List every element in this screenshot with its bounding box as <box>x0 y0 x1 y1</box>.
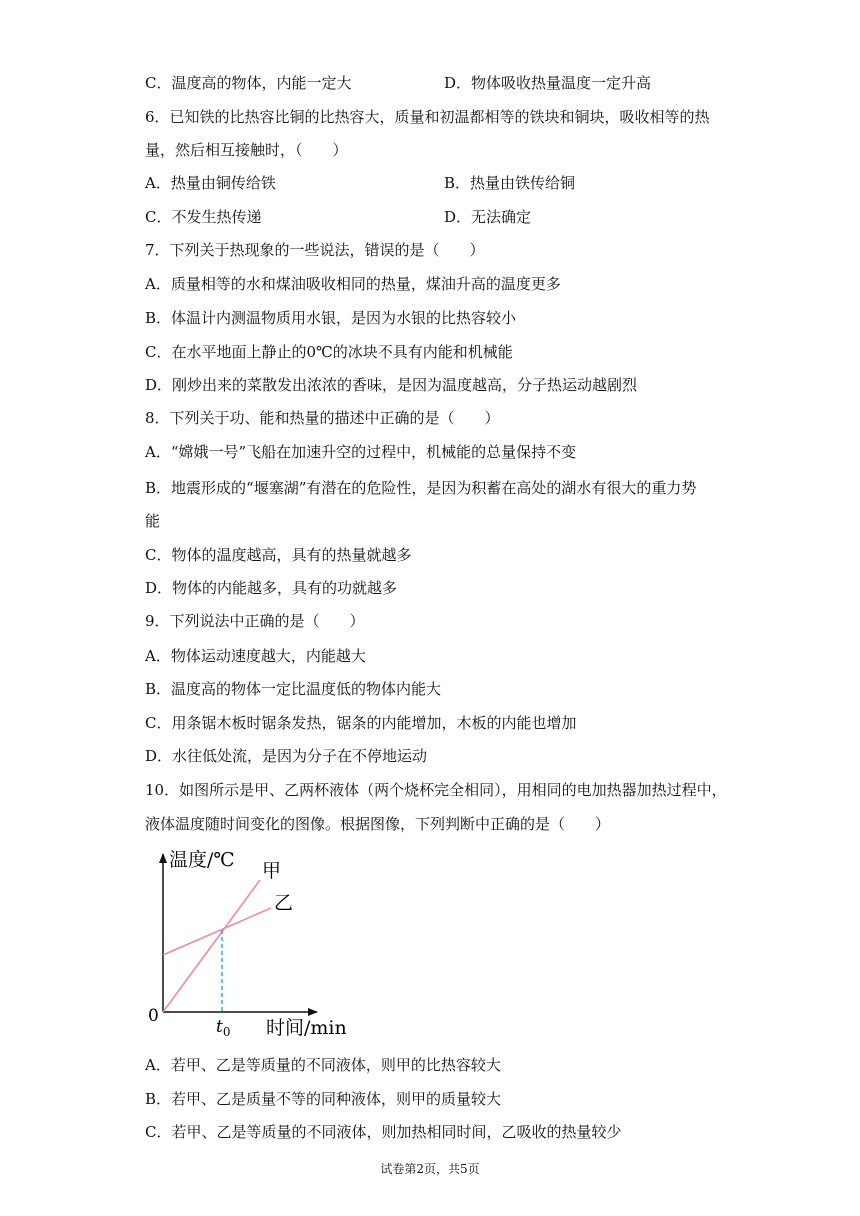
option-8b-line-1: B．地震形成的“堰塞湖”有潜在的危险性，是因为积蓄在高处的湖水有很大的重力势 <box>145 479 697 497</box>
option-8b-line-2: 能 <box>145 512 161 530</box>
option-10c: C．若甲、乙是等质量的不同液体，则加热相同时间，乙吸收的热量较少 <box>145 1123 622 1141</box>
option-9d: D．水往低处流，是因为分子在不停地运动 <box>145 747 428 765</box>
option-9c: C．用条锯木板时锯条发热，锯条的内能增加，木板的内能也增加 <box>145 714 577 732</box>
option-6a: A．热量由铜传给铁 <box>145 174 276 192</box>
option-7c: C．在水平地面上静止的0℃的冰块不具有内能和机械能 <box>145 343 513 361</box>
jia-label: 甲 <box>262 860 282 882</box>
option-7b: B．体温计内测温物质用水银，是因为水银的比热容较小 <box>145 309 517 327</box>
option-8d: D．物体的内能越多，具有的功就越多 <box>145 579 398 597</box>
x-axis-label: 时间/min <box>266 1017 347 1039</box>
option-6b: B．热量由铁传给铜 <box>444 174 576 192</box>
option-9a: A．物体运动速度越大，内能越大 <box>145 647 366 665</box>
question-10-line-2: 液体温度随时间变化的图像。根据图像，下列判断中正确的是（ ） <box>145 815 611 833</box>
option-9b: B．温度高的物体一定比温度低的物体内能大 <box>145 680 442 698</box>
y-axis-label: 温度/℃ <box>169 849 235 871</box>
option-6d: D．无法确定 <box>444 208 532 226</box>
question-6-line-1: 6．已知铁的比热容比铜的比热容大，质量和初温都相等的铁块和铜块，吸收相等的热 <box>145 108 710 126</box>
t0-label: $t_0$ <box>216 1017 231 1039</box>
line-jia <box>163 880 260 1012</box>
option-6c: C．不发生热传递 <box>145 208 262 226</box>
question-6-line-2: 量，然后相互接触时，（ ） <box>145 141 348 159</box>
option-7a: A．质量相等的水和煤油吸收相同的热量，煤油升高的温度更多 <box>145 275 561 293</box>
temperature-time-graph <box>145 842 365 1042</box>
option-8c: C．物体的温度越高，具有的热量就越多 <box>145 546 412 564</box>
option-10b: B．若甲、乙是质量不等的同种液体，则甲的质量较大 <box>145 1090 502 1108</box>
option-7d: D．刚炒出来的菜散发出浓浓的香味，是因为温度越高，分子热运动越剧烈 <box>145 376 638 394</box>
question-10-line-1: 10．如图所示是甲、乙两杯液体（两个烧杯完全相同），用相同的电加热器加热过程中， <box>145 781 727 799</box>
option-10a: A．若甲、乙是等质量的不同液体，则甲的比热容较大 <box>145 1056 501 1074</box>
option-8a: A．“嫦娥一号”飞船在加速升空的过程中，机械能的总量保持不变 <box>145 443 577 461</box>
page-footer: 试卷第2页，共5页 <box>380 1162 480 1176</box>
option-5c: C．温度高的物体，内能一定大 <box>145 74 352 92</box>
question-8: 8．下列关于功、能和热量的描述中正确的是（ ） <box>145 409 500 427</box>
question-9: 9．下列说法中正确的是（ ） <box>145 612 365 630</box>
yi-label: 乙 <box>274 892 294 914</box>
question-7: 7．下列关于热现象的一些说法，错误的是（ ） <box>145 241 485 259</box>
line-yi <box>163 908 271 955</box>
origin-label: 0 <box>148 1006 159 1026</box>
option-5d: D．物体吸收热量温度一定升高 <box>444 74 652 92</box>
